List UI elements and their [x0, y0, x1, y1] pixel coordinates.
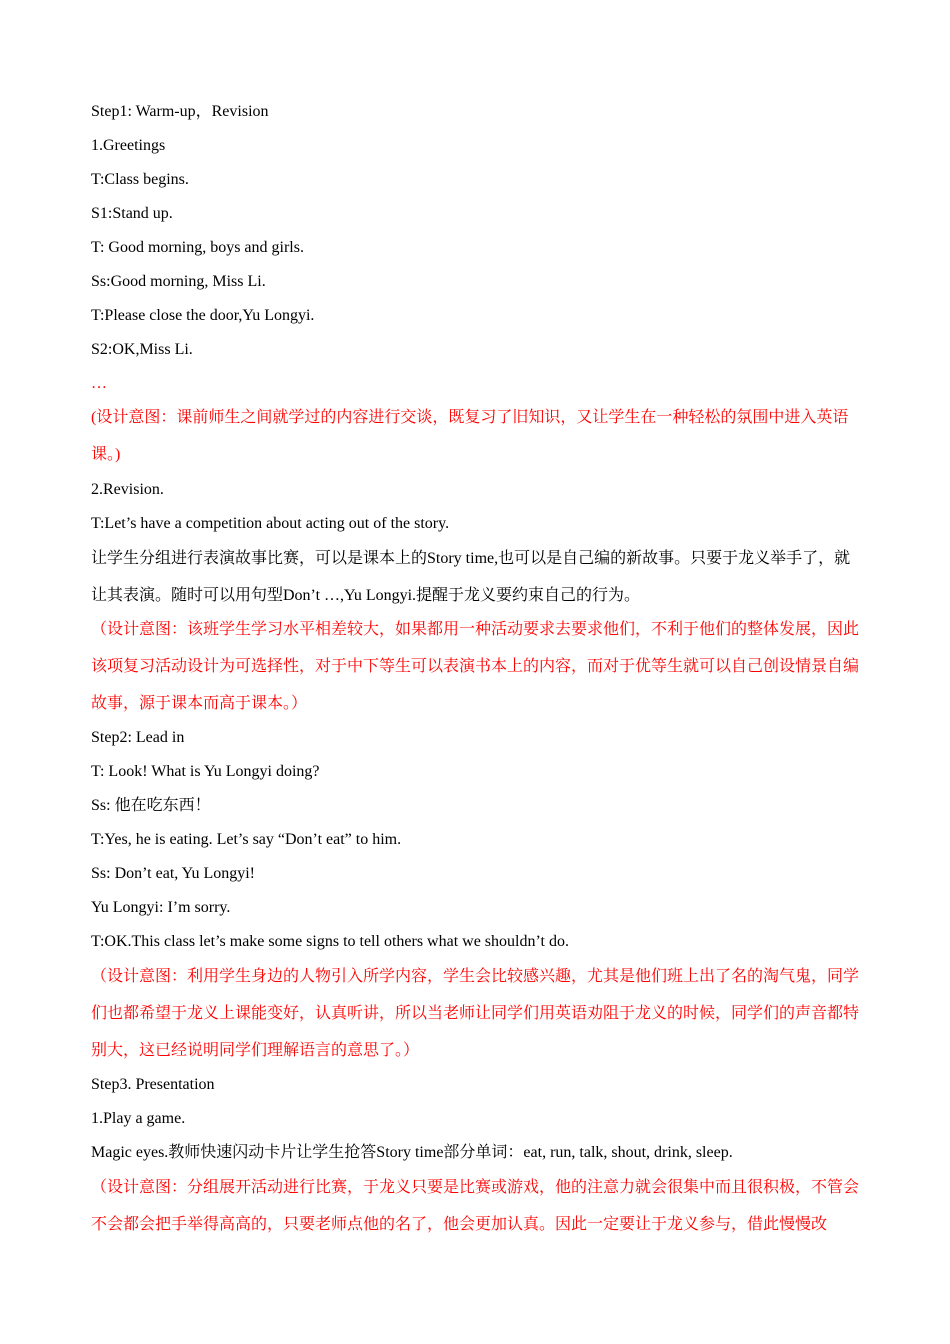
- dialogue-line: T: Look! What is Yu Longyi doing?: [91, 763, 320, 780]
- dialogue-line: T:Please close the door,Yu Longyi.: [91, 307, 315, 324]
- dialogue-line: Ss: Don’t eat, Yu Longyi!: [91, 865, 255, 882]
- dialogue-line: S1:Stand up.: [91, 205, 173, 222]
- design-intent-note: （设计意图：分组展开活动进行比赛，于龙义只要是比赛或游戏，他的注意力就会很集中而且很积极，不管会不会都会把手举得高高的，只要老师点他的名了，他会更加认真。因此一定要让于龙义参与，借此慢慢改: [91, 1179, 860, 1233]
- ellipsis: …: [91, 375, 108, 392]
- greetings-heading: 1.Greetings: [91, 137, 166, 154]
- step3-heading: Step3. Presentation: [91, 1076, 215, 1093]
- step2-heading: Step2: Lead in: [91, 729, 185, 746]
- dialogue-line: Yu Longyi: I’m sorry.: [91, 899, 231, 916]
- revision-heading: 2.Revision.: [91, 481, 164, 498]
- dialogue-line: T:OK.This class let’s make some signs to tell others what we shouldn’t do.: [91, 933, 569, 950]
- dialogue-line: T:Yes, he is eating. Let’s say “Don’t eat” to him.: [91, 831, 402, 848]
- activity-description: Magic eyes.教师快速闪动卡片让学生抢答Story time部分单词：eat, run, talk, shout, drink, sleep.: [91, 1144, 733, 1161]
- dialogue-line: Ss:Good morning, Miss Li.: [91, 273, 266, 290]
- design-intent-note: (设计意图：课前师生之间就学过的内容进行交谈，既复习了旧知识，又让学生在一种轻松的氛围中进入英语课。): [91, 409, 849, 463]
- design-intent-note: （设计意图：该班学生学习水平相差较大，如果都用一种活动要求去要求他们，不利于他们的整体发展，因此该项复习活动设计为可选择性，对于中下等生可以表演书本上的内容，而对于优等生就可以自己创设情景自编故事，源于课本而高于课本。）: [91, 621, 860, 712]
- game-heading: 1.Play a game.: [91, 1110, 186, 1127]
- dialogue-line: T: Good morning, boys and girls.: [91, 239, 304, 256]
- dialogue-line: T:Class begins.: [91, 171, 189, 188]
- step1-heading: Step1: Warm-up，Revision: [91, 103, 269, 120]
- design-intent-note: （设计意图：利用学生身边的人物引入所学内容，学生会比较感兴趣，尤其是他们班上出了名的淘气鬼，同学们也都希望于龙义上课能变好，认真听讲，所以当老师让同学们用英语劝阻于龙义的时候，同学们的声音都特别大，这已经说明同学们理解语言的意思了。）: [91, 968, 860, 1059]
- dialogue-line: S2:OK,Miss Li.: [91, 341, 193, 358]
- activity-description: 让学生分组进行表演故事比赛，可以是课本上的Story time,也可以是自己编的新故事。只要于龙义举手了，就让其表演。随时可以用句型Don’t …,Yu Longyi.提醒于龙义要约束自己的行为。: [91, 550, 851, 604]
- dialogue-line: T:Let’s have a competition about acting out of the story.: [91, 515, 450, 532]
- dialogue-line: Ss: 他在吃东西！: [91, 797, 211, 814]
